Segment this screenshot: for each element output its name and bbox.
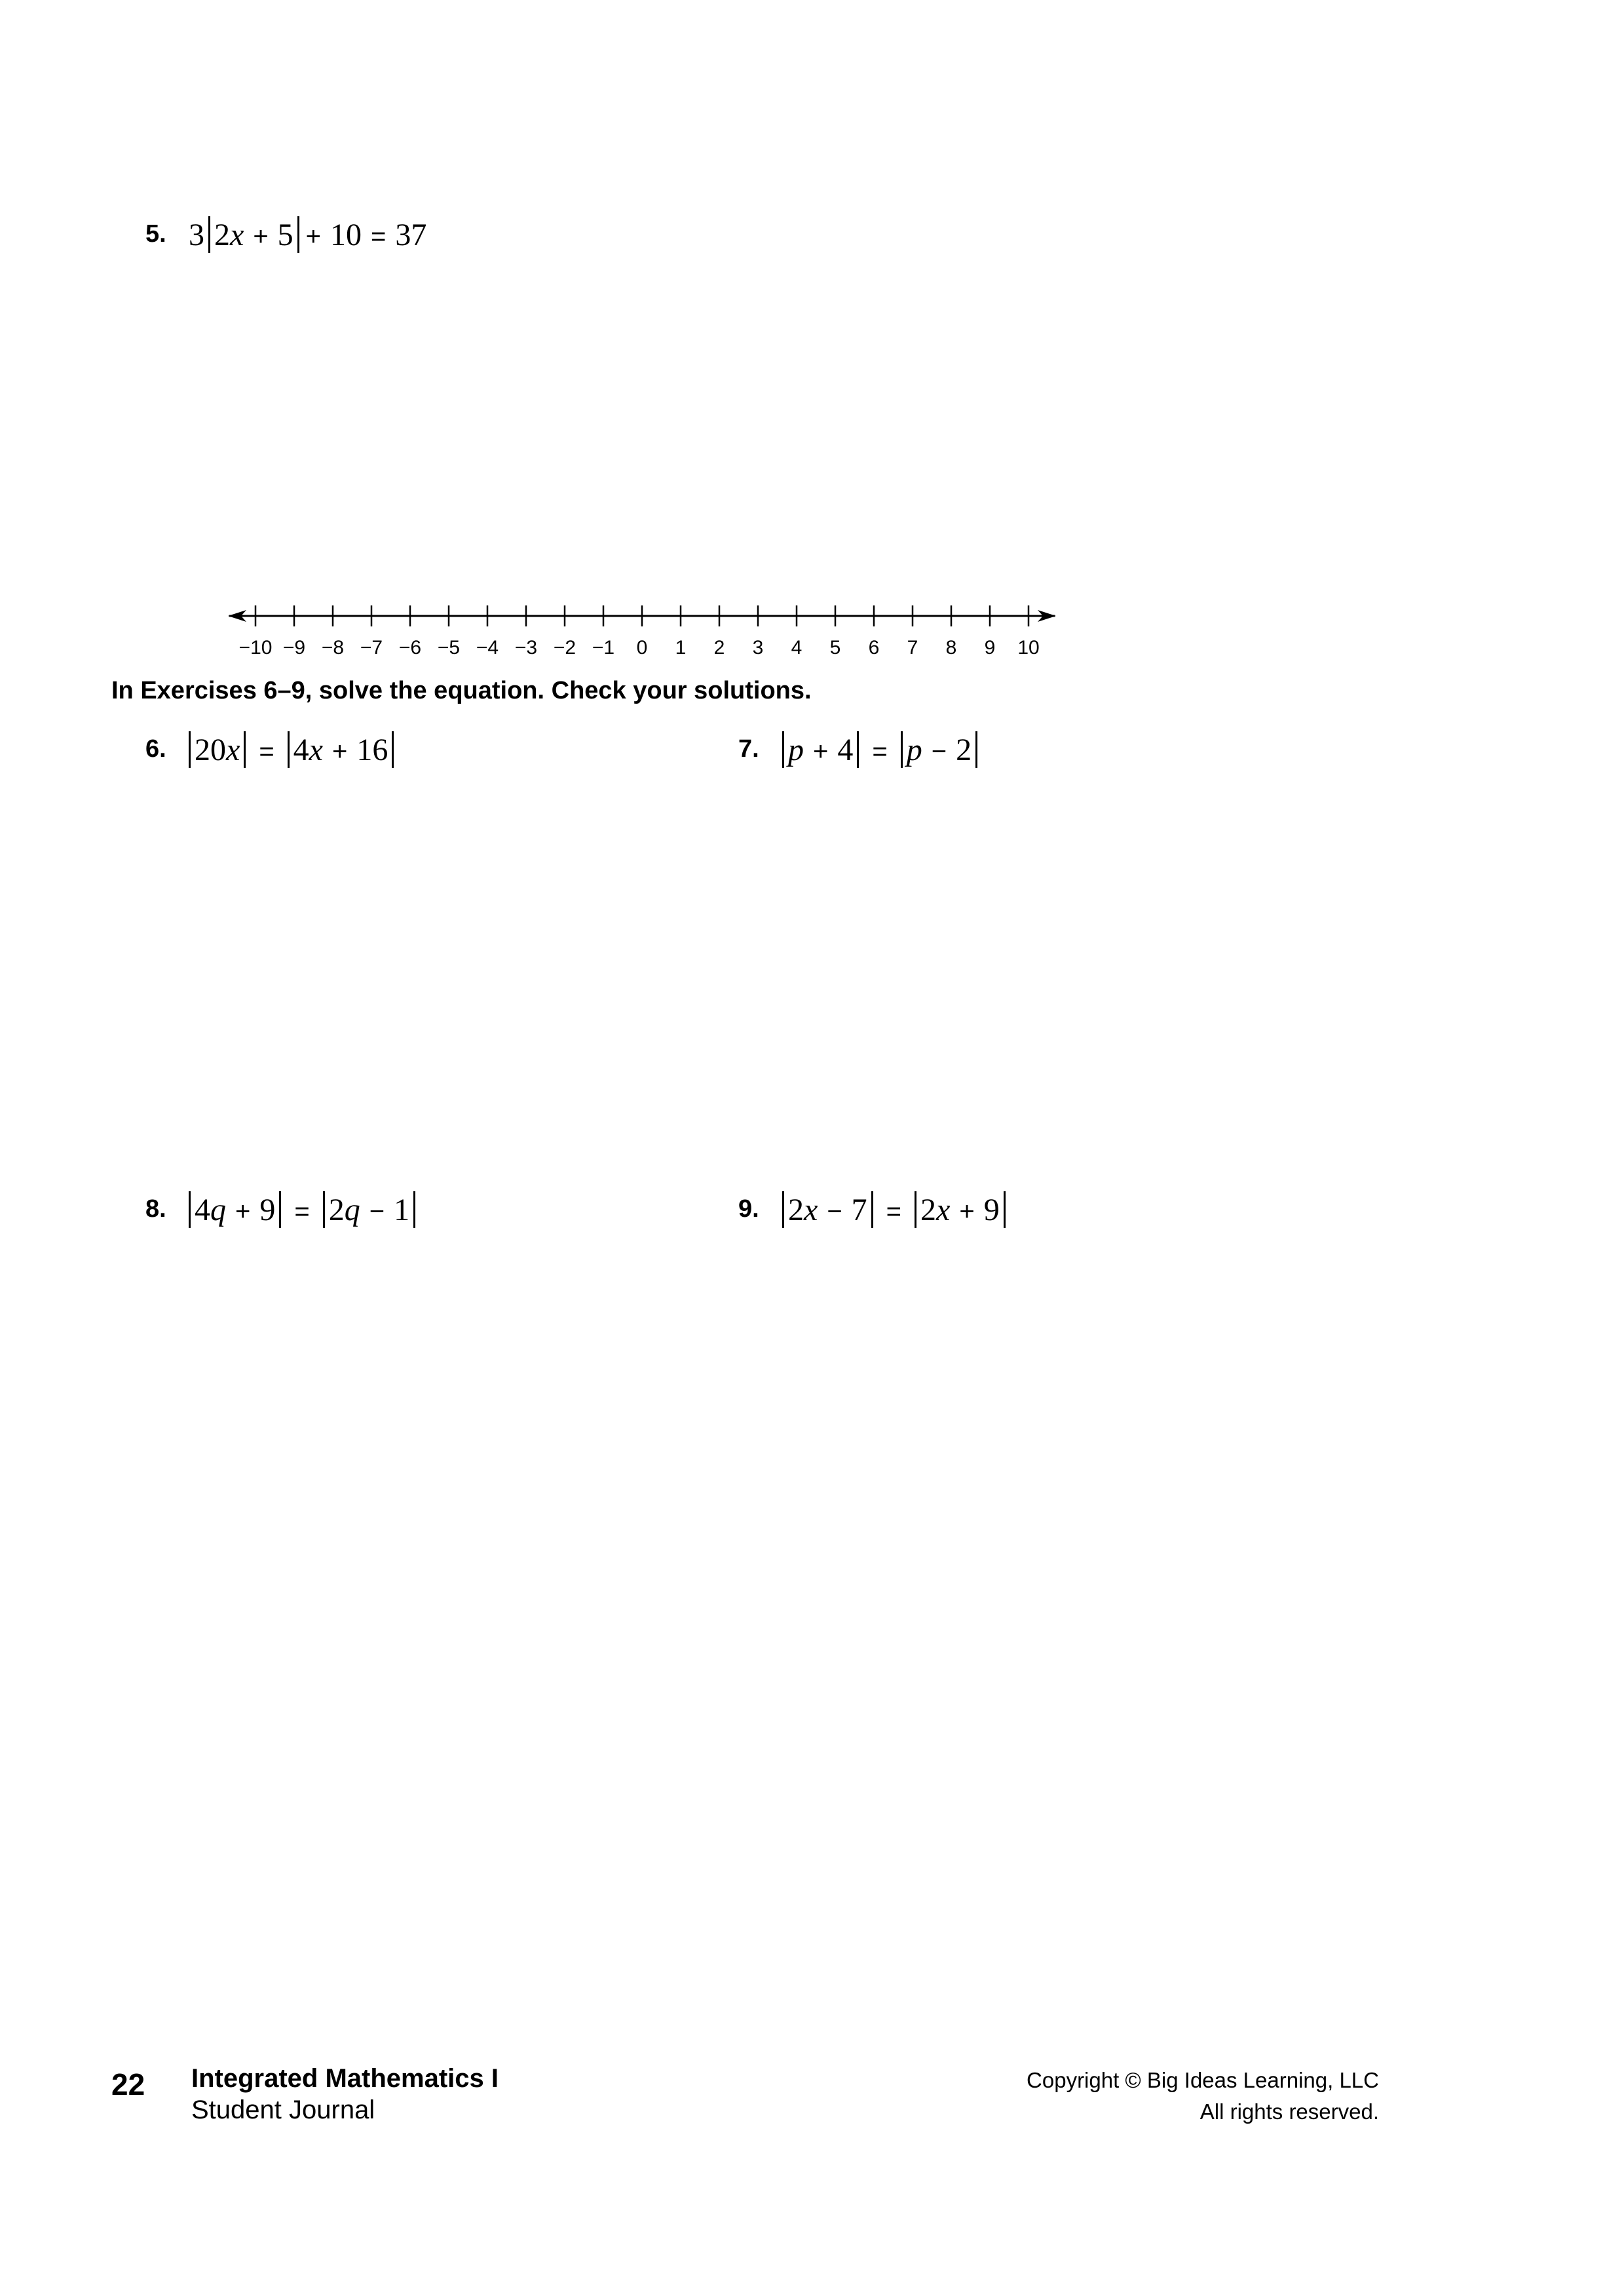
tick-label: 5 [829,637,841,659]
tick-label: −4 [476,637,499,659]
ex6-r-op: + [331,737,348,766]
tick-label: 8 [945,637,957,659]
tick-label: 4 [791,637,803,659]
ex6-r-var: x [309,733,323,767]
ex5-rest-op: + [305,222,322,251]
abs-bar [244,731,246,768]
ex9-l-a: 2 [788,1193,804,1227]
ex7-l-op: + [813,737,829,766]
ex5-inner-a: 2 [214,218,230,252]
tick-label: −5 [437,637,461,659]
book-subtitle: Student Journal [191,2095,375,2124]
tick-label: 9 [984,637,996,659]
book-title: Integrated Mathematics I [191,2064,499,2093]
abs-bar [279,1191,281,1228]
abs-bar [915,1191,916,1228]
ex9-l-op: − [827,1197,842,1226]
ex8-l-var: q [210,1193,226,1227]
tick-label: 2 [713,637,725,659]
abs-bar [975,731,977,768]
ex5-rhs: 37 [395,218,427,252]
copyright: Copyright © Big Ideas Learning, LLC [1027,2068,1379,2092]
exercise-5-equation [189,216,426,253]
ex8-l-a: 4 [195,1193,210,1227]
ex5-plus: + [253,222,269,251]
abs-bar [189,1191,191,1228]
tick-label: −3 [514,637,538,659]
ex5-coef: 3 [189,218,204,252]
exercise-6-number: 6. [145,735,166,763]
abs-bar [413,1191,415,1228]
tick-label: 6 [868,637,880,659]
abs-bar [901,731,903,768]
ex7-r-op: − [931,737,947,766]
exercise-5-number: 5. [145,220,166,248]
abs-bar [297,216,299,253]
ex6-eq: = [259,737,274,766]
tick-label: 10 [1017,637,1040,659]
ex9-eq: = [886,1197,902,1226]
ex6-l-var: x [226,733,240,767]
exercise-7-number: 7. [738,735,759,763]
exercise-8-equation [185,1191,419,1228]
tick-label: 0 [636,637,648,659]
tick-label: −8 [321,637,345,659]
tick-label: 3 [752,637,764,659]
ex9-r-a: 2 [920,1193,937,1227]
tick-label: 1 [675,637,687,659]
abs-bar [189,731,191,768]
tick-label: −7 [360,637,383,659]
ex5-eq: = [371,222,387,251]
page-number: 22 [111,2067,145,2101]
ex6-r-a: 4 [293,733,309,767]
tick-label: 7 [907,637,918,659]
tick-label: −2 [553,637,576,659]
abs-bar [782,731,784,768]
ex7-l-b: 4 [837,733,854,767]
exercise-6-equation [185,731,398,768]
tick-label: −6 [398,637,422,659]
ex7-l-var: p [788,733,804,767]
tick-label: −10 [238,637,273,659]
ex5-var: x [230,218,244,252]
ex7-r-b: 2 [956,733,972,767]
ex5-rest-val: 10 [330,218,362,252]
exercise-7-equation [778,731,981,768]
abs-bar [208,216,210,253]
ex8-l-b: 9 [259,1193,276,1227]
rights-reserved: All rights reserved. [1199,2099,1379,2124]
abs-bar [857,731,859,768]
exercise-9-equation [778,1191,1010,1228]
abs-bar [392,731,394,768]
ex6-r-b: 16 [356,733,388,767]
abs-bar [871,1191,873,1228]
ex8-l-op: + [235,1197,251,1226]
ex8-r-a: 2 [328,1193,345,1227]
ex8-r-var: q [344,1193,360,1227]
exercise-9-number: 9. [738,1195,759,1223]
ex5-inner-b: 5 [277,218,293,252]
ex6-l-a: 20 [195,733,226,767]
tick-label: −1 [592,637,615,659]
abs-bar [1004,1191,1006,1228]
ex9-r-op: + [959,1197,975,1226]
instructions: In Exercises 6–9, solve the equation. Check your solutions. [111,677,812,704]
exercise-8-number: 8. [145,1195,166,1223]
ex9-r-var: x [936,1193,951,1227]
number-line [216,590,1068,668]
ex7-r-var: p [906,733,922,767]
abs-bar [288,731,290,768]
tick-label: −9 [282,637,306,659]
ex9-l-b: 7 [851,1193,867,1227]
ex7-eq: = [872,737,888,766]
ex9-r-b: 9 [983,1193,1000,1227]
abs-bar [782,1191,784,1228]
ex9-l-var: x [804,1193,818,1227]
ex8-r-b: 1 [394,1193,410,1227]
ex8-r-op: − [369,1197,385,1226]
abs-bar [323,1191,325,1228]
ex8-eq: = [294,1197,310,1226]
